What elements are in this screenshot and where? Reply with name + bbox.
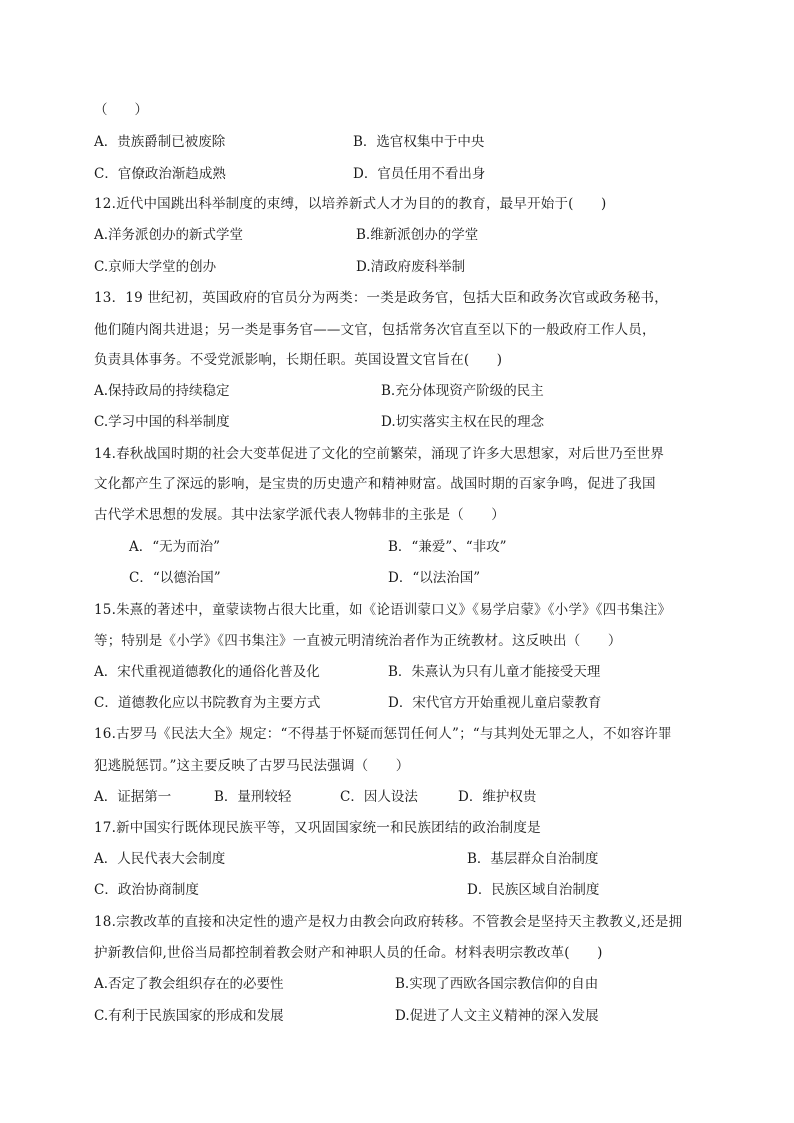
q14-option-b: B．“兼爱”、“非攻” (388, 539, 507, 555)
q14-option-c: C．“以德治国” (129, 570, 221, 586)
q18-stem-line-1: 18.宗教改革的直接和决定性的遗产是权力由教会向政府转移。不管教会是坚持天主教教义,还是拥 (94, 914, 683, 930)
q11-answer-blank: （ ） (94, 102, 148, 118)
q13-option-c: C.学习中国的科举制度 (94, 414, 230, 430)
q13-stem-line-2: 他们随内阁共进退；另一类是事务官——文官，包括常务次官直至以下的一般政府工作人员， (94, 322, 656, 338)
q15-stem-line-2: 等；特别是《小学》《四书集注》一直被元明清统治者作为正统教材。这反映出（ ） (94, 633, 622, 649)
q13-stem-line-3: 负责具体事务。不受党派影响，长期任职。英国设置文官旨在( ) (94, 352, 503, 368)
q14-option-d: D．“以法治国” (388, 570, 481, 586)
q12-option-d: D.清政府废科举制 (356, 259, 466, 275)
q14-stem-line-1: 14.春秋战国时期的社会大变革促进了文化的空前繁荣，涌现了许多大思想家，对后世乃至世界 (94, 446, 665, 462)
q12-stem: 12.近代中国跳出科举制度的束缚，以培养新式人才为目的的教育，最早开始于( ) (94, 196, 607, 212)
q13-option-d: D.切实落实主权在民的理念 (381, 414, 545, 430)
q16-option-c: C．因人设法 (340, 789, 418, 805)
q14-stem-line-3: 古代学术思想的发展。其中法家学派代表人物韩非的主张是（ ） (94, 507, 505, 523)
q11-option-d: D．官员任用不看出身 (353, 166, 486, 182)
q18-option-a: A.否定了教会组织存在的必要性 (94, 976, 284, 992)
q16-stem-line-2: 犯逃脱惩罚。”这主要反映了古罗马民法强调（ ） (94, 758, 410, 774)
q15-option-a: A．宋代重视道德教化的通俗化普及化 (94, 664, 320, 680)
q16-stem-line-1: 16.古罗马《民法大全》规定：“不得基于怀疑而惩罚任何人”；“与其判处无罪之人，不如容许罪 (94, 726, 672, 742)
q17-option-b: B．基层群众自治制度 (467, 851, 599, 867)
q17-option-c: C．政治协商制度 (94, 882, 199, 898)
q16-option-b: B．量刑较轻 (214, 789, 292, 805)
q15-stem-line-1: 15.朱熹的著述中，童蒙读物占很大比重，如《论语训蒙口义》《易学启蒙》《小学》《四书集注》 (94, 602, 672, 618)
q12-option-b: B.维新派创办的学堂 (356, 227, 479, 243)
q11-option-a: A．贵族爵制已被废除 (94, 134, 226, 150)
q18-option-c: C.有利于民族国家的形成和发展 (94, 1008, 284, 1024)
q15-option-d: D．宋代官方开始重视儿童启蒙教育 (388, 695, 602, 711)
q16-option-d: D．维护权贵 (458, 789, 537, 805)
q11-option-b: B．选官权集中于中央 (353, 134, 485, 150)
q13-option-a: A.保持政局的持续稳定 (94, 383, 230, 399)
q17-option-a: A．人民代表大会制度 (94, 851, 226, 867)
q13-option-b: B.充分体现资产阶级的民主 (381, 383, 544, 399)
q14-option-a: A．“无为而治” (129, 539, 221, 555)
q11-option-c: C．官僚政治渐趋成熟 (94, 166, 226, 182)
q13-stem-line-1: 13．19 世纪初，英国政府的官员分为两类：一类是政务官，包括大臣和政务次官或政务秘书， (94, 290, 668, 306)
q12-option-a: A.洋务派创办的新式学堂 (94, 227, 244, 243)
q15-option-b: B．朱熹认为只有儿童才能接受天理 (388, 664, 601, 680)
q18-stem-line-2: 护新教信仰,世俗当局都控制着教会财产和神职人员的任命。材料表明宗教改革( ) (94, 945, 603, 961)
q17-option-d: D．民族区域自治制度 (467, 882, 600, 898)
q18-option-d: D.促进了人文主义精神的深入发展 (395, 1008, 599, 1024)
q17-stem: 17.新中国实行既体现民族平等，又巩固国家统一和民族团结的政治制度是 (94, 820, 541, 836)
q18-option-b: B.实现了西欧各国宗教信仰的自由 (395, 976, 599, 992)
q14-stem-line-2: 文化都产生了深远的影响，是宝贵的历史遗产和精神财富。战国时期的百家争鸣，促进了我国 (94, 476, 656, 492)
q16-option-a: A．证据第一 (94, 789, 172, 805)
q12-option-c: C.京师大学堂的创办 (94, 259, 217, 275)
q15-option-c: C．道德教化应以书院教育为主要方式 (94, 695, 321, 711)
